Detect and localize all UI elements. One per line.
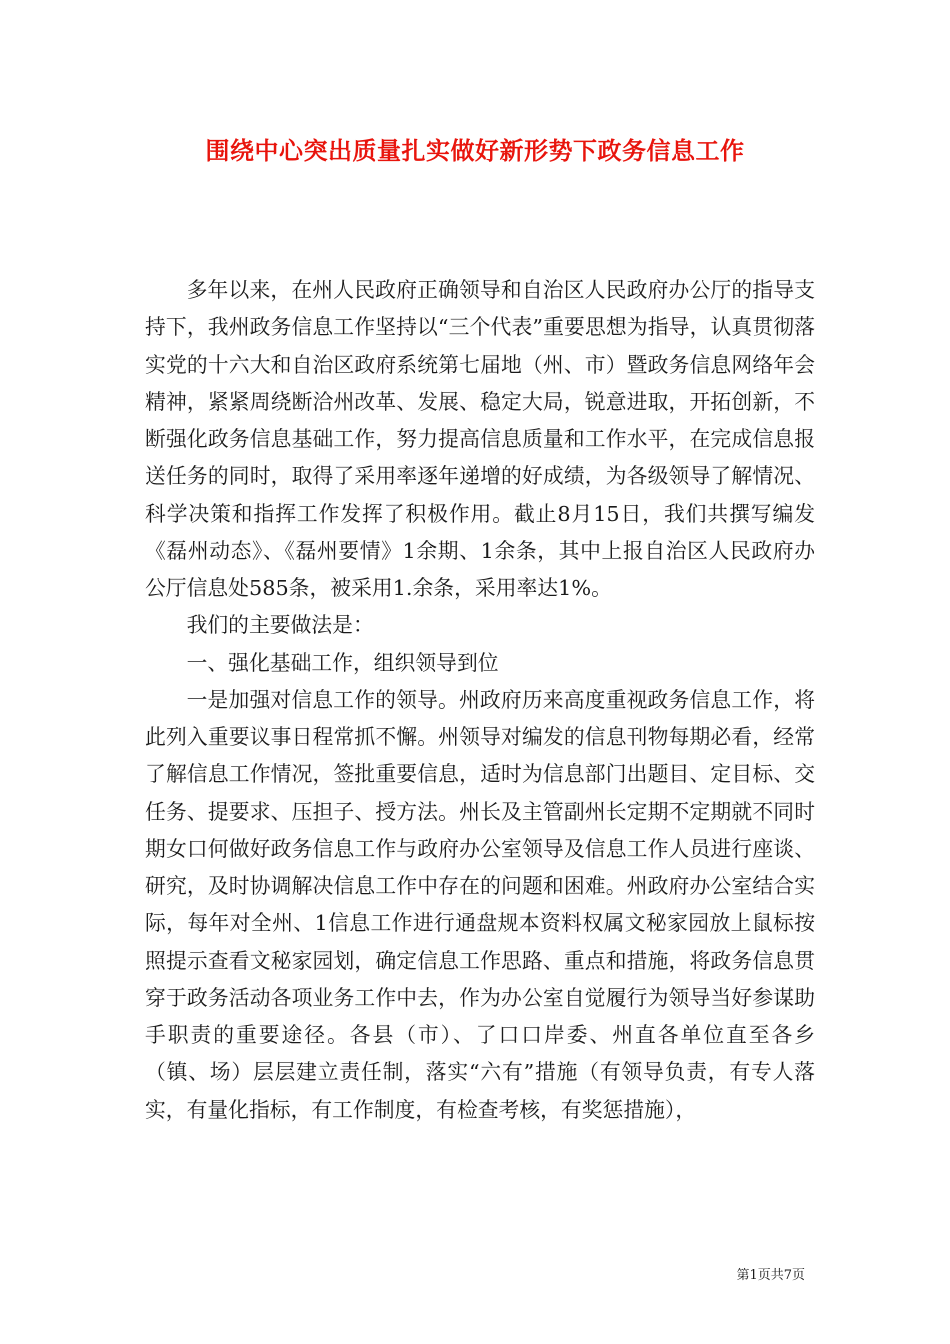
document-title: 围绕中心突出质量扎实做好新形势下政务信息工作 [205,136,745,165]
paragraph-leadership: 一是加强对信息工作的领导。州政府历来高度重视政务信息工作，将此列入重要议事日程常抓不懈。州领导对编发的信息刊物每期必看，经常了解信息工作情况，签批重要信息，适时为信息部门出题目、定目标、交任务、提要求、压担子、授方法。州长及主管副州长定期不定期就不同时期女口何做好政务信息工作与政府办公室领导及信息工作人员进行座谈、研究，及时协调解决信息工作中存在的问题和困难。州政府办公室结合实际，每年对全州、1信息工作进行通盘规本资料权属文秘家园放上鼠标按照提示查看文秘家园划，确定信息工作思路、重点和措施，将政务信息贯穿于政务活动各项业务工作中去，作为办公室自觉履行为领导当好参谋助手职责的重要途径。各县（市）、了口口岸委、州直各单位直至各乡（镇、场）层层建立责任制，落实“六有”措施（有领导负责，有专人落实，有量化指标，有工作制度，有检查考核，有奖惩措施）， [145,687,815,1122]
paragraph-intro: 多年以来，在州人民政府正确领导和自治区人民政府办公厅的指导支持下，我州政务信息工作坚持以“三个代表”重要思想为指导，认真贯彻落实党的十六大和自治区政府系统第七届地（州、市）暨政务信息网络年会精神，紧紧周绕断洽州改革、发展、稳定大局，锐意进取，开拓创新，不断强化政务信息基础工作，努力提高信息质量和工作水平，在完成信息报送任务的同时，取得了采用率逐年递增的好成绩，为各级领导了解情况、科学决策和指挥工作发挥了积极作用。截止8月15日，我们共撰写编发《磊州动态》、《磊州要情》1余期、1余条，其中上报自治区人民政府办公厅信息处585条，被采用1.余条，采用率达1%。 [145,278,815,600]
document-body [145,272,815,1129]
paragraph-main-methods: 我们的主要做法是： [186,613,374,638]
section-heading-1: 一、强化基础工作，组织领导到位 [186,650,499,675]
page-number-footer: 第1页共7页 [736,1268,805,1283]
